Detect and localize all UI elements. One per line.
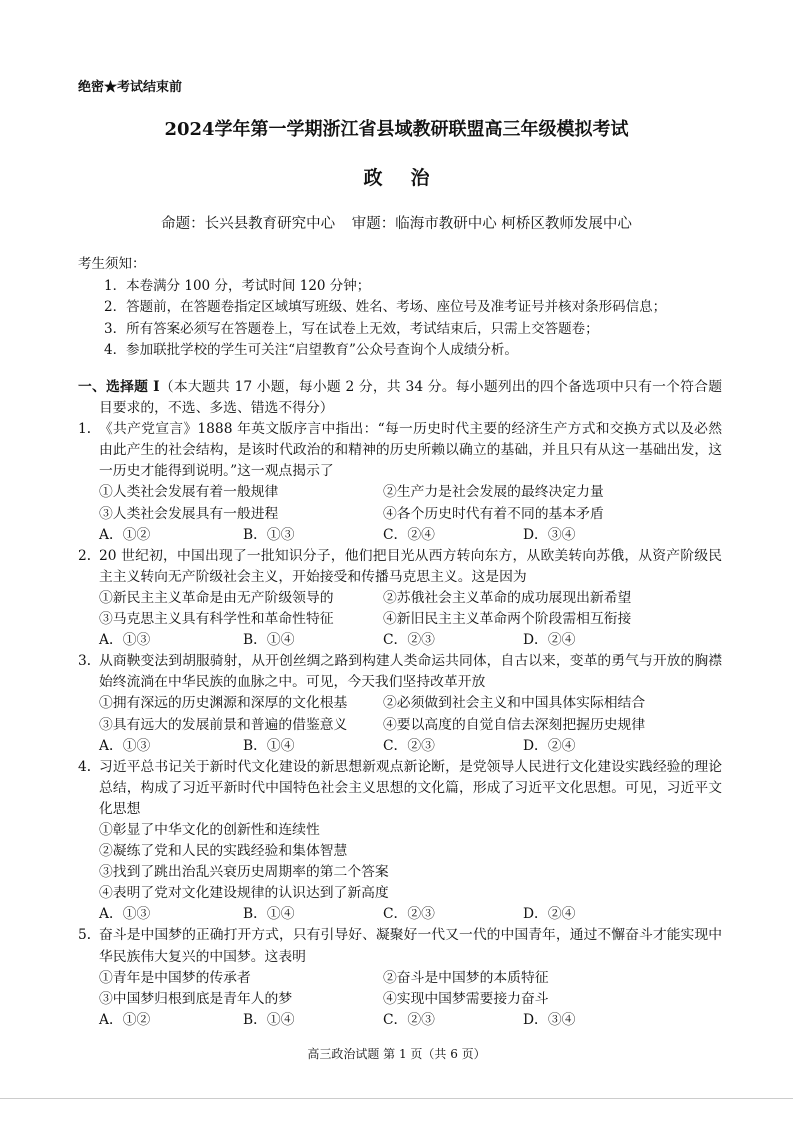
statement-option: ③人类社会发展具有一般进程 [99, 505, 279, 522]
answer-choice[interactable]: C．②③ [383, 632, 435, 649]
questions-area [78, 377, 722, 1031]
answer-choice[interactable]: A．①③ [99, 632, 151, 649]
notice-item: 3．所有答案必须写在答题卷上，写在试卷上无效，考试结束后，只需上交答题卷； [104, 320, 599, 337]
question [78, 419, 722, 546]
statement-option: ③找到了跳出治乱兴衰历史周期率的第二个答案 [99, 864, 389, 881]
notice-item: 1．本卷满分 100 分，考试时间 120 分钟； [104, 277, 371, 294]
statement-option: ④实现中国梦需要接力奋斗 [383, 990, 549, 1007]
statement-options [99, 820, 722, 904]
answer-choice[interactable]: B．①④ [243, 737, 295, 754]
answer-choice[interactable]: A．①② [99, 526, 151, 543]
statement-options [99, 693, 722, 735]
statement-option: ④表明了党对文化建设规律的认识达到了新高度 [99, 885, 389, 902]
statement-option: ①人类社会发展有着一般规律 [99, 484, 279, 501]
statement-option: ②奋斗是中国梦的本质特征 [383, 969, 549, 986]
answer-choices [99, 736, 722, 757]
authors-line [0, 212, 793, 233]
question-number: 5． [78, 927, 101, 944]
question-number: 4． [78, 758, 101, 775]
exam-title: 2024学年第一学期浙江省县域教研联盟高三年级模拟考试 [164, 119, 629, 140]
question-number: 1． [78, 421, 101, 438]
answer-choice[interactable]: B．①④ [243, 632, 295, 649]
statement-option: ①彰显了中华文化的创新性和连续性 [99, 821, 320, 838]
statement-option: ①新民主主义革命是由无产阶级领导的 [99, 589, 334, 606]
statement-option: ③具有远大的发展前景和普遍的借鉴意义 [99, 716, 348, 733]
answer-choice[interactable]: C．②④ [383, 526, 435, 543]
statement-option: ①拥有深远的历史渊源和深厚的文化根基 [99, 695, 348, 712]
question [78, 925, 722, 1030]
question-number: 2． [78, 547, 101, 564]
question [78, 651, 722, 756]
answer-choice[interactable]: A．①② [99, 1011, 151, 1028]
answer-choice[interactable]: C．②③ [383, 906, 435, 923]
section-description: （本大题共 17 小题，每小题 2 分，共 34 分。每小题列出的四个备选项中只有一个符合题目要求的，不选、多选、错选不得分） [99, 379, 722, 417]
confidential-label: 绝密★考试结束前 [78, 80, 183, 95]
answer-choices [99, 1010, 722, 1031]
statement-option: ③中国梦归根到底是青年人的梦 [99, 990, 293, 1007]
answer-choice[interactable]: D．②④ [523, 632, 576, 649]
statement-options [99, 482, 722, 524]
question-stem: 习近平总书记关于新时代文化建设的新思想新观点新论断，是党领导人民进行文化建设实践经验的理论总结，构成了习近平新时代中国特色社会主义思想的文化篇，形成了习近平文化思想。可见，习近平文化思想 [99, 758, 722, 817]
notice-item: 2．答题前，在答题卷指定区域填写班级、姓名、考场、座位号及准考证号并核对条形码信息； [104, 299, 667, 315]
statement-option: ④要以高度的自觉自信去深刻把握历史规律 [383, 716, 646, 733]
page-footer: 高三政治试题 第 1 页（共 6 页） [307, 1047, 486, 1061]
answer-choice[interactable]: D．②④ [523, 737, 576, 754]
statement-option: ②必须做到社会主义和中国具体实际相结合 [383, 695, 646, 712]
answer-choice[interactable]: A．①③ [99, 737, 151, 754]
answer-choice[interactable]: A．①③ [99, 906, 151, 923]
answer-choice[interactable]: C．②③ [383, 737, 435, 754]
answer-choice[interactable]: D．③④ [523, 526, 576, 543]
question-stem: 从商鞅变法到胡服骑射，从开创丝绸之路到构建人类命运共同体，自古以来，变革的勇气与开放的胸襟始终流淌在中华民族的血脉之中。可见，今天我们坚持改革开放 [99, 653, 722, 691]
answer-choice[interactable]: B．①③ [243, 526, 295, 543]
subject-title: 政治 [363, 167, 458, 189]
statement-option: ②生产力是社会发展的最终决定力量 [383, 484, 604, 501]
answer-choice[interactable]: C．②③ [383, 1011, 435, 1028]
reviewer-label: 审题：临海市教研中心 柯桥区教师发展中心 [351, 216, 632, 232]
question [78, 757, 722, 926]
statement-option: ③马克思主义具有科学性和革命性特征 [99, 611, 334, 628]
notice-item: 4．参加联批学校的学生可关注“启望教育”公众号查询个人成绩分析。 [104, 342, 518, 358]
author-label: 命题：长兴县教育研究中心 [161, 216, 336, 232]
answer-choice[interactable]: B．①④ [243, 1011, 295, 1028]
section-label: 一、选择题 I [78, 379, 160, 395]
statement-option: ④新旧民主主义革命两个阶段需相互衔接 [383, 611, 632, 628]
question-stem: 《共产党宣言》1888 年英文版序言中指出：“每一历史时代主要的经济生产方式和交换方式以及必然由此产生的社会结构，是该时代政治的和精神的历史所赖以确立的基础，并且只有从这一基础出发，这一历史才能得到说明。”这一观点揭示了 [99, 421, 722, 480]
statement-option: ①青年是中国梦的传承者 [99, 969, 251, 986]
answer-choices [99, 630, 722, 651]
statement-option: ④各个历史时代有着不同的基本矛盾 [383, 505, 604, 522]
statement-option: ②凝练了党和人民的实践经验和集体智慧 [99, 843, 348, 860]
notice-heading: 考生须知： [78, 256, 146, 272]
section-header [78, 377, 722, 419]
exam-notice [78, 254, 728, 362]
statement-options [99, 968, 722, 1010]
answer-choice[interactable]: B．①④ [243, 906, 295, 923]
answer-choices [99, 525, 722, 546]
page-bottom-divider [0, 1098, 793, 1099]
answer-choices [99, 904, 722, 925]
answer-choice[interactable]: D．②④ [523, 906, 576, 923]
question-number: 3． [78, 653, 101, 670]
question-stem: 20 世纪初，中国出现了一批知识分子，他们把目光从西方转向东方，从欧美转向苏俄，从资产阶级民主主义转向无产阶级社会主义，开始接受和传播马克思主义。这是因为 [99, 547, 722, 585]
question-stem: 奋斗是中国梦的正确打开方式，只有引导好、凝聚好一代又一代的中国青年，通过不懈奋斗才能实现中华民族伟大复兴的中国梦。这表明 [99, 927, 722, 965]
statement-option: ②苏俄社会主义革命的成功展现出新希望 [383, 589, 632, 606]
statement-options [99, 588, 722, 630]
answer-choice[interactable]: D．③④ [523, 1011, 576, 1028]
question [78, 546, 722, 651]
